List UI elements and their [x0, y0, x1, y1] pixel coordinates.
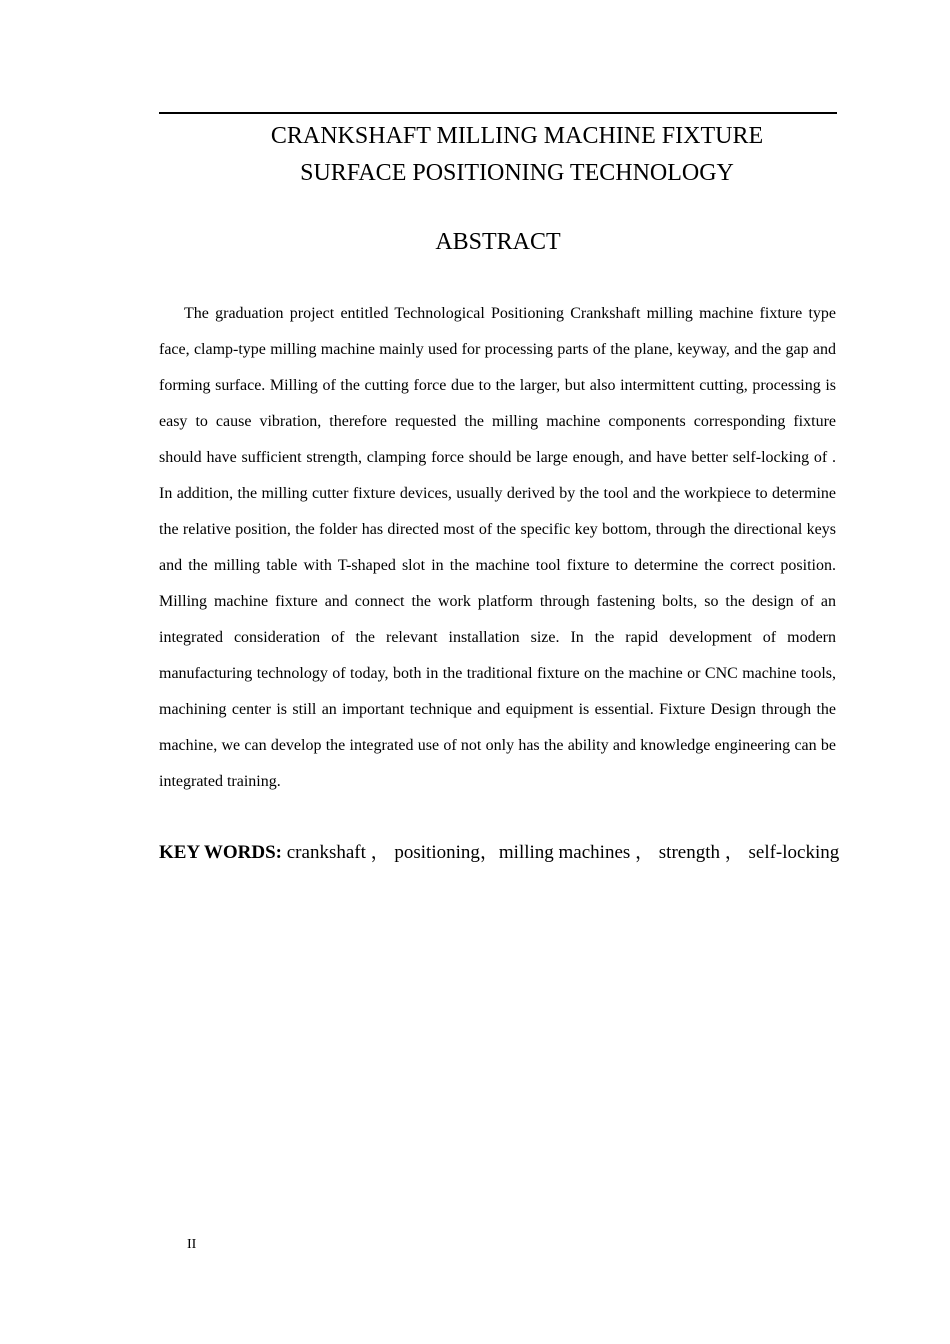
document-title: [159, 118, 875, 192]
title-line-2: SURFACE POSITIONING TECHNOLOGY: [300, 160, 734, 186]
title-line-1: CRANKSHAFT MILLING MACHINE FIXTURE: [270, 123, 764, 149]
page-number: II: [187, 1237, 197, 1252]
keywords-label: KEY WORDS:: [159, 842, 282, 863]
keywords-text: crankshaft ， positioning，milling machines ， strength ， self-locking: [282, 842, 840, 863]
keywords-line: [159, 838, 859, 868]
abstract-body: The graduation project entitled Technological Positioning Crankshaft milling machine fixture type face, clamp-type milling machine mainly used for processing parts of the plane, keyway, and the gap and forming surface. Milling of the cutting force due to the larger, but also intermittent cutting, processing is easy to cause vibration, therefore requested the milling machine components corresponding fixture should have sufficient strength, clamping force should be large enough, and have better self-locking of . In addition, the milling cutter fixture devices, usually derived by the tool and the workpiece to determine the relative position, the folder has directed most of the specific key bottom, through the directional keys and the milling table with T-shaped slot in the machine tool fixture to determine the correct position. Milling machine fixture and connect the work platform through fastening bolts, so the design of an integrated consideration of the relevant installation size. In the rapid development of modern manufacturing technology of today, both in the traditional fixture on the machine or CNC machine tools, machining center is still an important technique and equipment is essential. Fixture Design through the machine, we can develop the integrated use of not only has the ability and knowledge engineering can be integrated training.: [159, 305, 836, 790]
header-rule: [159, 112, 837, 114]
abstract-heading: ABSTRACT: [435, 229, 561, 255]
